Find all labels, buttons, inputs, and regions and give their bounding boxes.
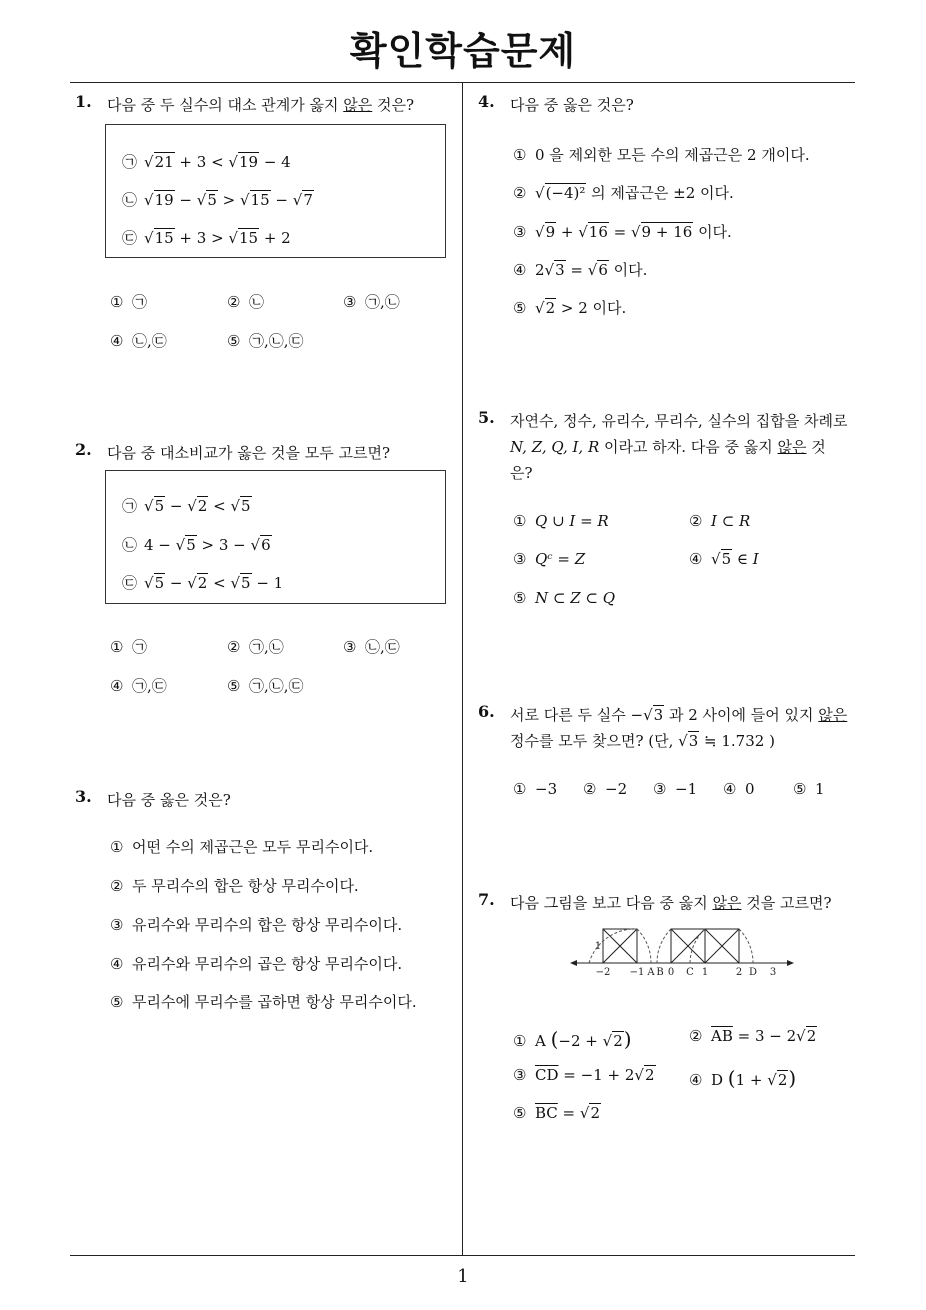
question-text: 다음 그림을 보고 다음 중 옳지 않은 것을 고르면? [510, 894, 832, 912]
choice-3[interactable]: ③ −1 [653, 780, 698, 798]
question-text: 다음 중 옳은 것은? [107, 791, 231, 809]
question-number: 2. [75, 440, 92, 459]
tick-label: 3 [769, 967, 777, 978]
condition-item: ㉡ √19 − √5 > √15 − √7 [122, 191, 313, 209]
choice-1[interactable]: ① A (−2 + √2) [513, 1027, 632, 1051]
condition-item: ㉠ √21 + 3 < √19 − 4 [122, 153, 291, 171]
choice-3[interactable]: ③ 유리수와 무리수의 합은 항상 무리수이다. [110, 916, 403, 934]
choice-1[interactable]: ① 0 을 제외한 모든 수의 제곱근은 2 개이다. [513, 146, 810, 164]
choice-3[interactable]: ③ Qᶜ = Z [513, 550, 586, 568]
choice-5[interactable]: ⑤ √2 > 2 이다. [513, 299, 627, 317]
choice-4[interactable]: ④ 0 [723, 780, 755, 798]
bottom-rule [70, 1255, 855, 1256]
choice-5[interactable]: ⑤ ㉠,㉡,㉢ [227, 677, 304, 695]
choice-5[interactable]: ⑤ ㉠,㉡,㉢ [227, 332, 304, 350]
page-title: 확인학습문제 [349, 29, 577, 73]
tick-label: 0 [667, 967, 675, 978]
tick-label: 2 [735, 967, 743, 978]
condition-item: ㉠ √5 − √2 < √5 [122, 497, 251, 515]
choice-1[interactable]: ① ㉠ [110, 638, 148, 656]
choice-2[interactable]: ② I ⊂ R [689, 512, 751, 530]
choice-5[interactable]: ⑤ 1 [793, 780, 825, 798]
choice-2[interactable]: ② −2 [583, 780, 628, 798]
choice-4[interactable]: ④ 2√3 = √6 이다. [513, 261, 648, 279]
choice-2[interactable]: ② ㉠,㉡ [227, 638, 284, 656]
question-number: 5. [478, 408, 495, 427]
tick-label: −1 [629, 967, 645, 978]
choice-2[interactable]: ② $\overline{AB} = 3 - 2√2$ [689, 1027, 817, 1045]
choice-4[interactable]: ④ 유리수와 무리수의 곱은 항상 무리수이다. [110, 955, 403, 973]
number-line-figure [570, 925, 800, 980]
question-text: 자연수, 정수, 유리수, 무리수, 실수의 집합을 차례로 N, Z, Q, I, R 이라고 하자. 다음 중 옳지 않은 것 은? [510, 412, 848, 482]
question-number: 7. [478, 890, 495, 909]
choice-5[interactable]: ⑤ N ⊂ Z ⊂ Q [513, 589, 616, 607]
tick-label: C [686, 967, 694, 978]
question-text: 다음 중 대소비교가 옳은 것을 모두 고르면? [107, 444, 390, 462]
choice-4[interactable]: ④ ㉠,㉢ [110, 677, 167, 695]
tick-label: 1 [701, 967, 709, 978]
choice-2[interactable]: ② 두 무리수의 합은 항상 무리수이다. [110, 877, 359, 895]
question-number: 3. [75, 787, 92, 806]
choice-1[interactable]: ① Q ∪ I = R [513, 512, 609, 530]
choice-1[interactable]: ① ㉠ [110, 293, 148, 311]
condition-box [105, 470, 446, 604]
choice-3[interactable]: ③ √9 + √16 = √9 + 16 이다. [513, 223, 732, 241]
choice-1[interactable]: ① 어떤 수의 제곱근은 모두 무리수이다. [110, 838, 374, 856]
side-label: 1 [594, 941, 602, 952]
question-number: 6. [478, 702, 495, 721]
choice-5[interactable]: ⑤ $\overline{BC} = √2$ [513, 1104, 600, 1122]
page-number: 1 [457, 1266, 469, 1287]
question-number: 1. [75, 92, 92, 111]
choice-4[interactable]: ④ D (1 + √2) [689, 1066, 797, 1090]
choice-4[interactable]: ④ ㉡,㉢ [110, 332, 167, 350]
column-divider [462, 83, 463, 1255]
choice-2[interactable]: ② ㉡ [227, 293, 265, 311]
question-text: 다음 중 두 실수의 대소 관계가 옳지 않은 것은? [107, 96, 415, 114]
choice-4[interactable]: ④ √5 ∈ I [689, 550, 759, 568]
choice-1[interactable]: ① −3 [513, 780, 558, 798]
condition-item: ㉢ √5 − √2 < √5 − 1 [122, 574, 284, 592]
question-number: 4. [478, 92, 495, 111]
condition-item: ㉡ 4 − √5 > 3 − √6 [122, 536, 271, 554]
choice-3[interactable]: ③ ㉠,㉡ [343, 293, 400, 311]
choice-2[interactable]: ② √(−4)² 의 제곱근은 ±2 이다. [513, 184, 734, 202]
choice-3[interactable]: ③ $\overline{CD} = -1 + 2√2$ [513, 1066, 655, 1084]
question-text: 서로 다른 두 실수 −√3 과 2 사이에 들어 있지 않은 정수를 모두 찾으면? (단, √3 ≒ 1.732 ) [510, 706, 848, 750]
choice-3[interactable]: ③ ㉡,㉢ [343, 638, 400, 656]
choice-5[interactable]: ⑤ 무리수에 무리수를 곱하면 항상 무리수이다. [110, 993, 417, 1011]
condition-box [105, 124, 446, 258]
tick-label: −2 [595, 967, 611, 978]
tick-label: D [748, 967, 758, 978]
tick-label: A [647, 967, 655, 978]
tick-label: B [656, 967, 664, 978]
condition-item: ㉢ √15 + 3 > √15 + 2 [122, 229, 291, 247]
question-text: 다음 중 옳은 것은? [510, 96, 634, 114]
